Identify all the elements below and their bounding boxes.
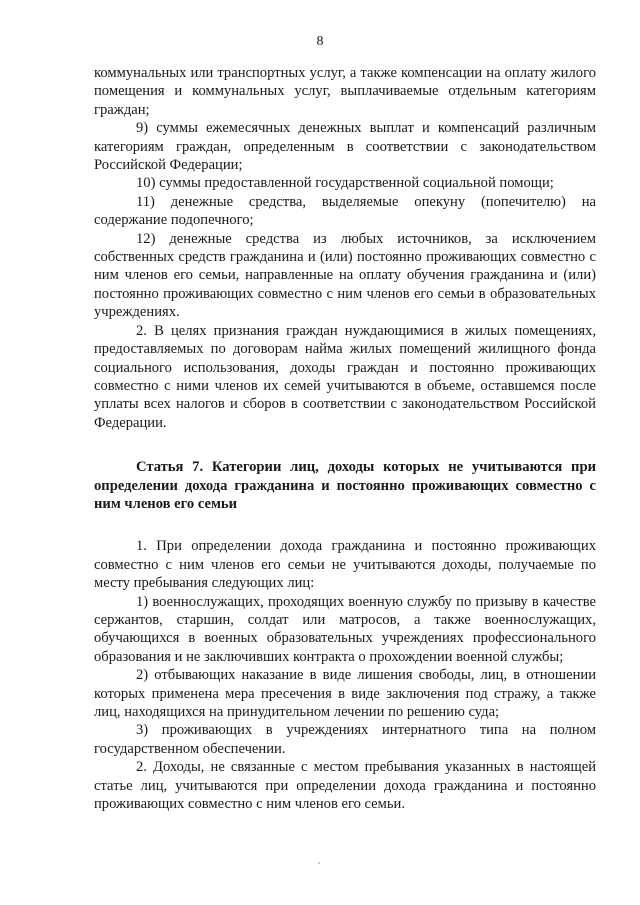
paragraph: 11) денежные средства, выделяемые опекуну (попечителю) на содержание подопечного; (94, 193, 596, 229)
paragraph: 1. При определении дохода гражданина и постоянно проживающих совместно с ним членов его семьи не учитываются доходы, получаемые по месту пребывания следующих лиц: (94, 538, 596, 592)
paragraph: 10) суммы предоставленной государственной социальной помощи; (136, 175, 554, 192)
paragraph: 2. Доходы, не связанные с местом пребывания указанных в настоящей статье лиц, учитываются при определении дохода гражданина и постоянно проживающих совместно с ним членов его семьи. (94, 759, 596, 813)
page-number: 8 (316, 34, 324, 49)
document-body (94, 64, 596, 813)
paragraph: 1) военнослужащих, проходящих военную службу по призыву в качестве сержантов, старшин, солдат или матросов, а также военнослужащих, обучающихся в военных образовательных учреждениях профессионального образования и не заключивших контракта о прохождении военной службы; (94, 593, 596, 665)
paragraph: 2) отбывающих наказание в виде лишения свободы, лиц, в отношении которых применена мера пресечения в виде заключения под стражу, а также лиц, находящихся на принудительном лечении по решению суда; (94, 667, 596, 720)
paragraph: 9) суммы ежемесячных денежных выплат и компенсаций различным категориям граждан, определенным в соответствии с законодательством Российской Федерации; (94, 120, 596, 174)
section-part1 (94, 64, 596, 432)
paragraph: 12) денежные средства из любых источников, за исключением собственных средств гражданина и (или) постоянно проживающих совместно с ним членов его семьи, направленные на оплату обучения гражданина и (или) постоянно проживающих совместно с ним членов его семьи в образовательных учреждениях. (94, 230, 596, 321)
paragraph: 3) проживающих в учреждениях интернатного типа на полном государственном обеспечении. (94, 722, 596, 757)
paragraph: 2. В целях признания граждан нуждающимися в жилых помещениях, предоставляемых по договорам найма жилых помещений жилищного фонда социального использования, доходы граждан и постоянно проживающих совместно с ними членов их семей учитываются в объеме, оставшемся после уплаты всех налогов и сборов в соответствии с законодательством Российской Федерации. (94, 322, 596, 431)
paragraph: коммунальных или транспортных услуг, а также компенсации на оплату жилого помещения и коммунальных услуг, выплачиваемые отдельным категориям граждан; (94, 65, 596, 118)
article-title: Статья 7. Категории лиц, доходы которых не учитываются при определении дохода гражданина и постоянно проживающих совместно с ним членов его семьи (94, 459, 596, 512)
section-part2 (94, 537, 596, 813)
scan-speck (318, 862, 320, 864)
